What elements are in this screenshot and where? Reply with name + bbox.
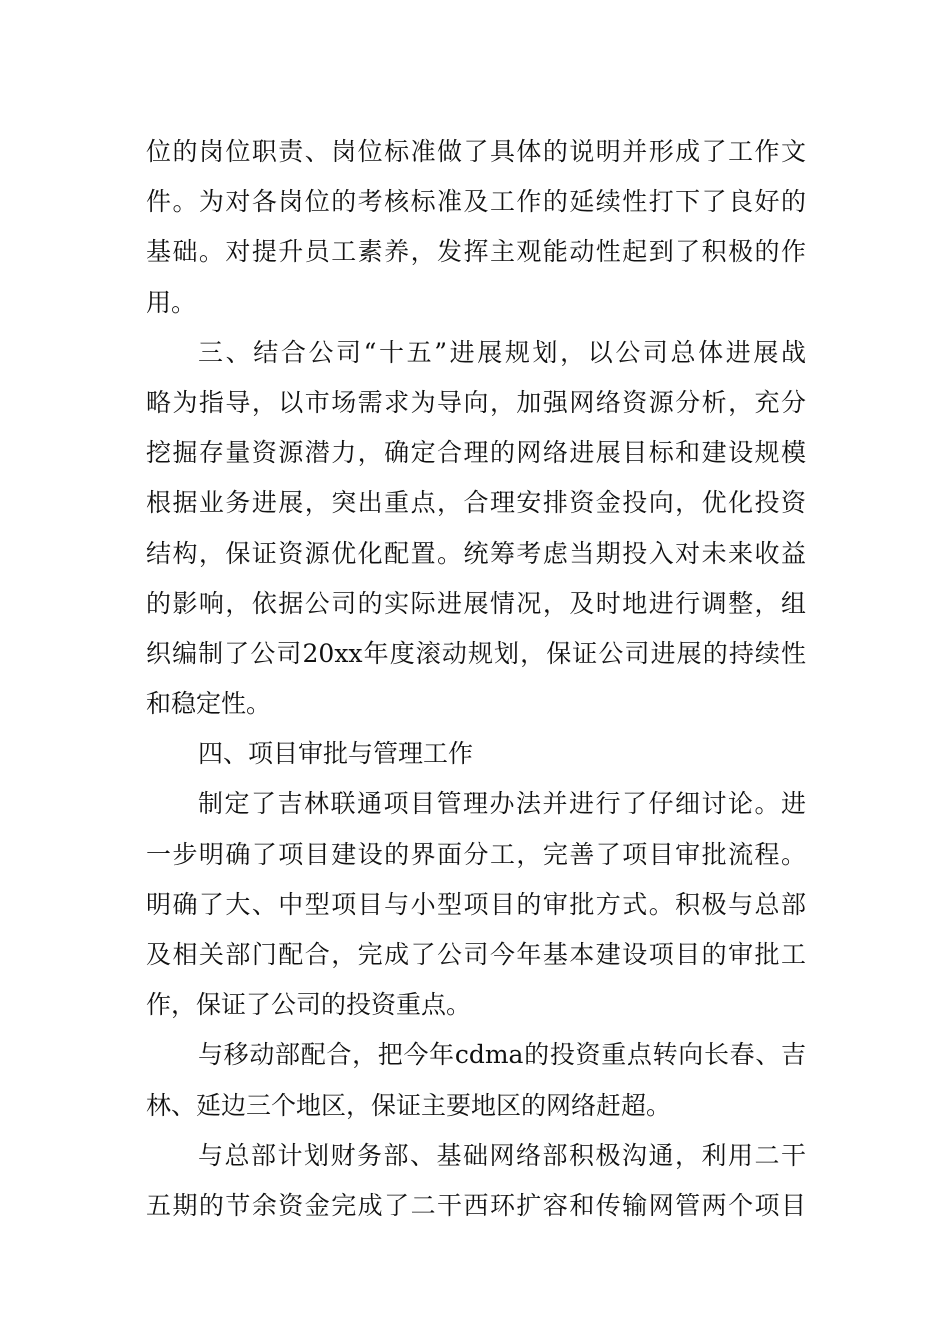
- text-line: 位的岗位职责、岗位标准做了具体的说明并形成了工作文: [146, 137, 806, 166]
- text-line: 件。为对各岗位的考核标准及工作的延续性打下了良好的: [146, 187, 806, 217]
- text-line: 用。: [146, 287, 197, 317]
- text-line: 和稳定性。: [146, 689, 272, 719]
- text-line: 作，保证了公司的投资重点。: [146, 990, 472, 1020]
- text-line: 挖掘存量资源潜力，确定合理的网络进展目标和建设规模: [146, 438, 806, 468]
- text-line: 明确了大、中型项目与小型项目的审批方式。积极与总部: [146, 889, 806, 919]
- text-line: 基础。对提升员工素养，发挥主观能动性起到了积极的作: [146, 237, 806, 267]
- text-line: 略为指导，以市场需求为导向，加强网络资源分析，充分: [146, 387, 806, 417]
- paragraph-heading-3: 三、结合公司“十五”进展规划，以公司总体进展战: [198, 337, 806, 367]
- text-line: 五期的节余资金完成了二干西环扩容和传输网管两个项目: [146, 1190, 806, 1220]
- text-line: 的影响，依据公司的实际进展情况，及时地进行调整，组: [146, 588, 806, 618]
- text-line: 与移动部配合，把今年cdma的投资重点转向长春、吉: [198, 1040, 806, 1070]
- section-heading-4: 四、项目审批与管理工作: [198, 739, 474, 769]
- text-line: 织编制了公司20xx年度滚动规划，保证公司进展的持续性: [146, 638, 806, 668]
- text-line: 一步明确了项目建设的界面分工，完善了项目审批流程。: [146, 839, 806, 869]
- text-line: 结构，保证资源优化配置。统筹考虑当期投入对未来收益: [146, 538, 806, 568]
- body-text: [146, 127, 806, 1231]
- text-line: 林、延边三个地区，保证主要地区的网络赶超。: [146, 1090, 672, 1120]
- text-line: 与总部计划财务部、基础网络部积极沟通，利用二干: [198, 1140, 806, 1170]
- text-line: 制定了吉林联通项目管理办法并进行了仔细讨论。进: [198, 789, 806, 819]
- text-line: 根据业务进展，突出重点，合理安排资金投向，优化投资: [146, 488, 806, 518]
- text-line: 及相关部门配合，完成了公司今年基本建设项目的审批工: [146, 940, 806, 969]
